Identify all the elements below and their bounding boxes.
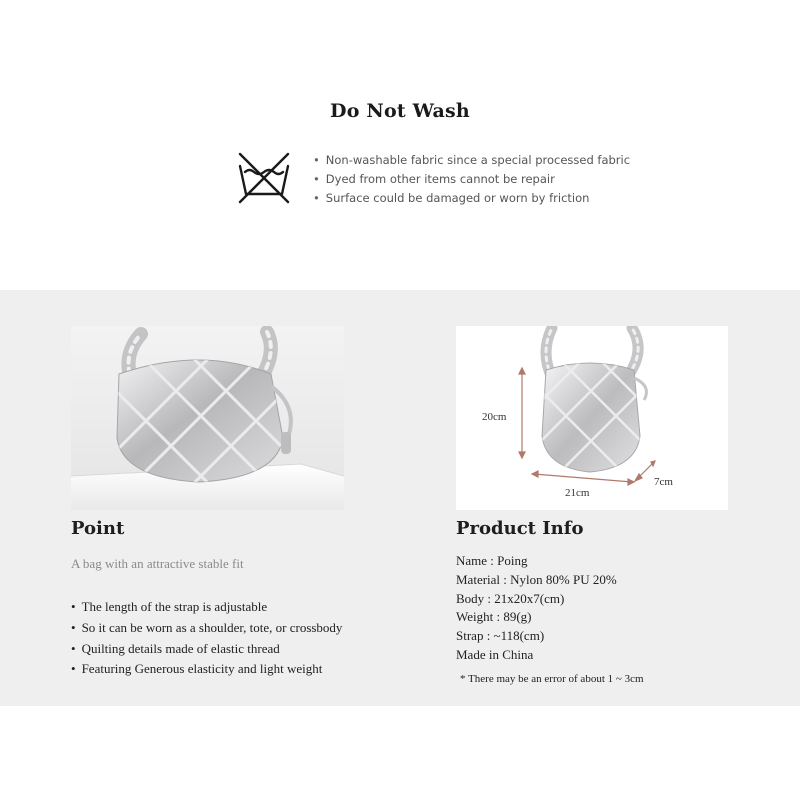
product-name: Name : Poing xyxy=(456,553,528,568)
width-dimension-label: 21cm xyxy=(565,487,590,499)
depth-dimension-label: 7cm xyxy=(654,476,673,488)
feature-item: • So it can be worn as a shoulder, tote, or crossbody xyxy=(71,618,342,639)
feature-list xyxy=(71,597,342,680)
care-item: • Surface could be damaged or worn by friction xyxy=(313,189,630,208)
point-section-title: Point xyxy=(71,518,125,539)
product-weight: Weight : 89(g) xyxy=(456,609,532,625)
product-body-size: Body : 21x20x7(cm) xyxy=(456,590,565,606)
feature-item: • Featuring Generous elasticity and light weight xyxy=(71,659,342,680)
feature-item: • Quilting details made of elastic thread xyxy=(71,639,342,660)
care-title: Do Not Wash xyxy=(330,100,470,122)
care-instructions-list xyxy=(313,151,630,208)
product-info-list xyxy=(456,552,617,665)
bag-dimension-photo xyxy=(456,326,728,510)
product-info-title: Product Info xyxy=(456,518,584,539)
height-dimension-label: 20cm xyxy=(482,411,507,423)
size-error-note: * There may be an error of about 1 ~ 3cm xyxy=(460,673,644,685)
product-origin: Made in China xyxy=(456,646,534,662)
bag-lifestyle-photo xyxy=(71,326,344,510)
feature-item: • The length of the strap is adjustable xyxy=(71,597,342,618)
product-material: Material : Nylon 80% PU 20% xyxy=(456,571,617,587)
care-item: • Dyed from other items cannot be repair xyxy=(313,170,630,189)
care-item: • Non-washable fabric since a special processed fabric xyxy=(313,151,630,170)
product-strap-length: Strap : ~118(cm) xyxy=(456,628,545,644)
point-subtitle: A bag with an attractive stable fit xyxy=(71,556,244,571)
do-not-wash-icon xyxy=(236,150,292,206)
